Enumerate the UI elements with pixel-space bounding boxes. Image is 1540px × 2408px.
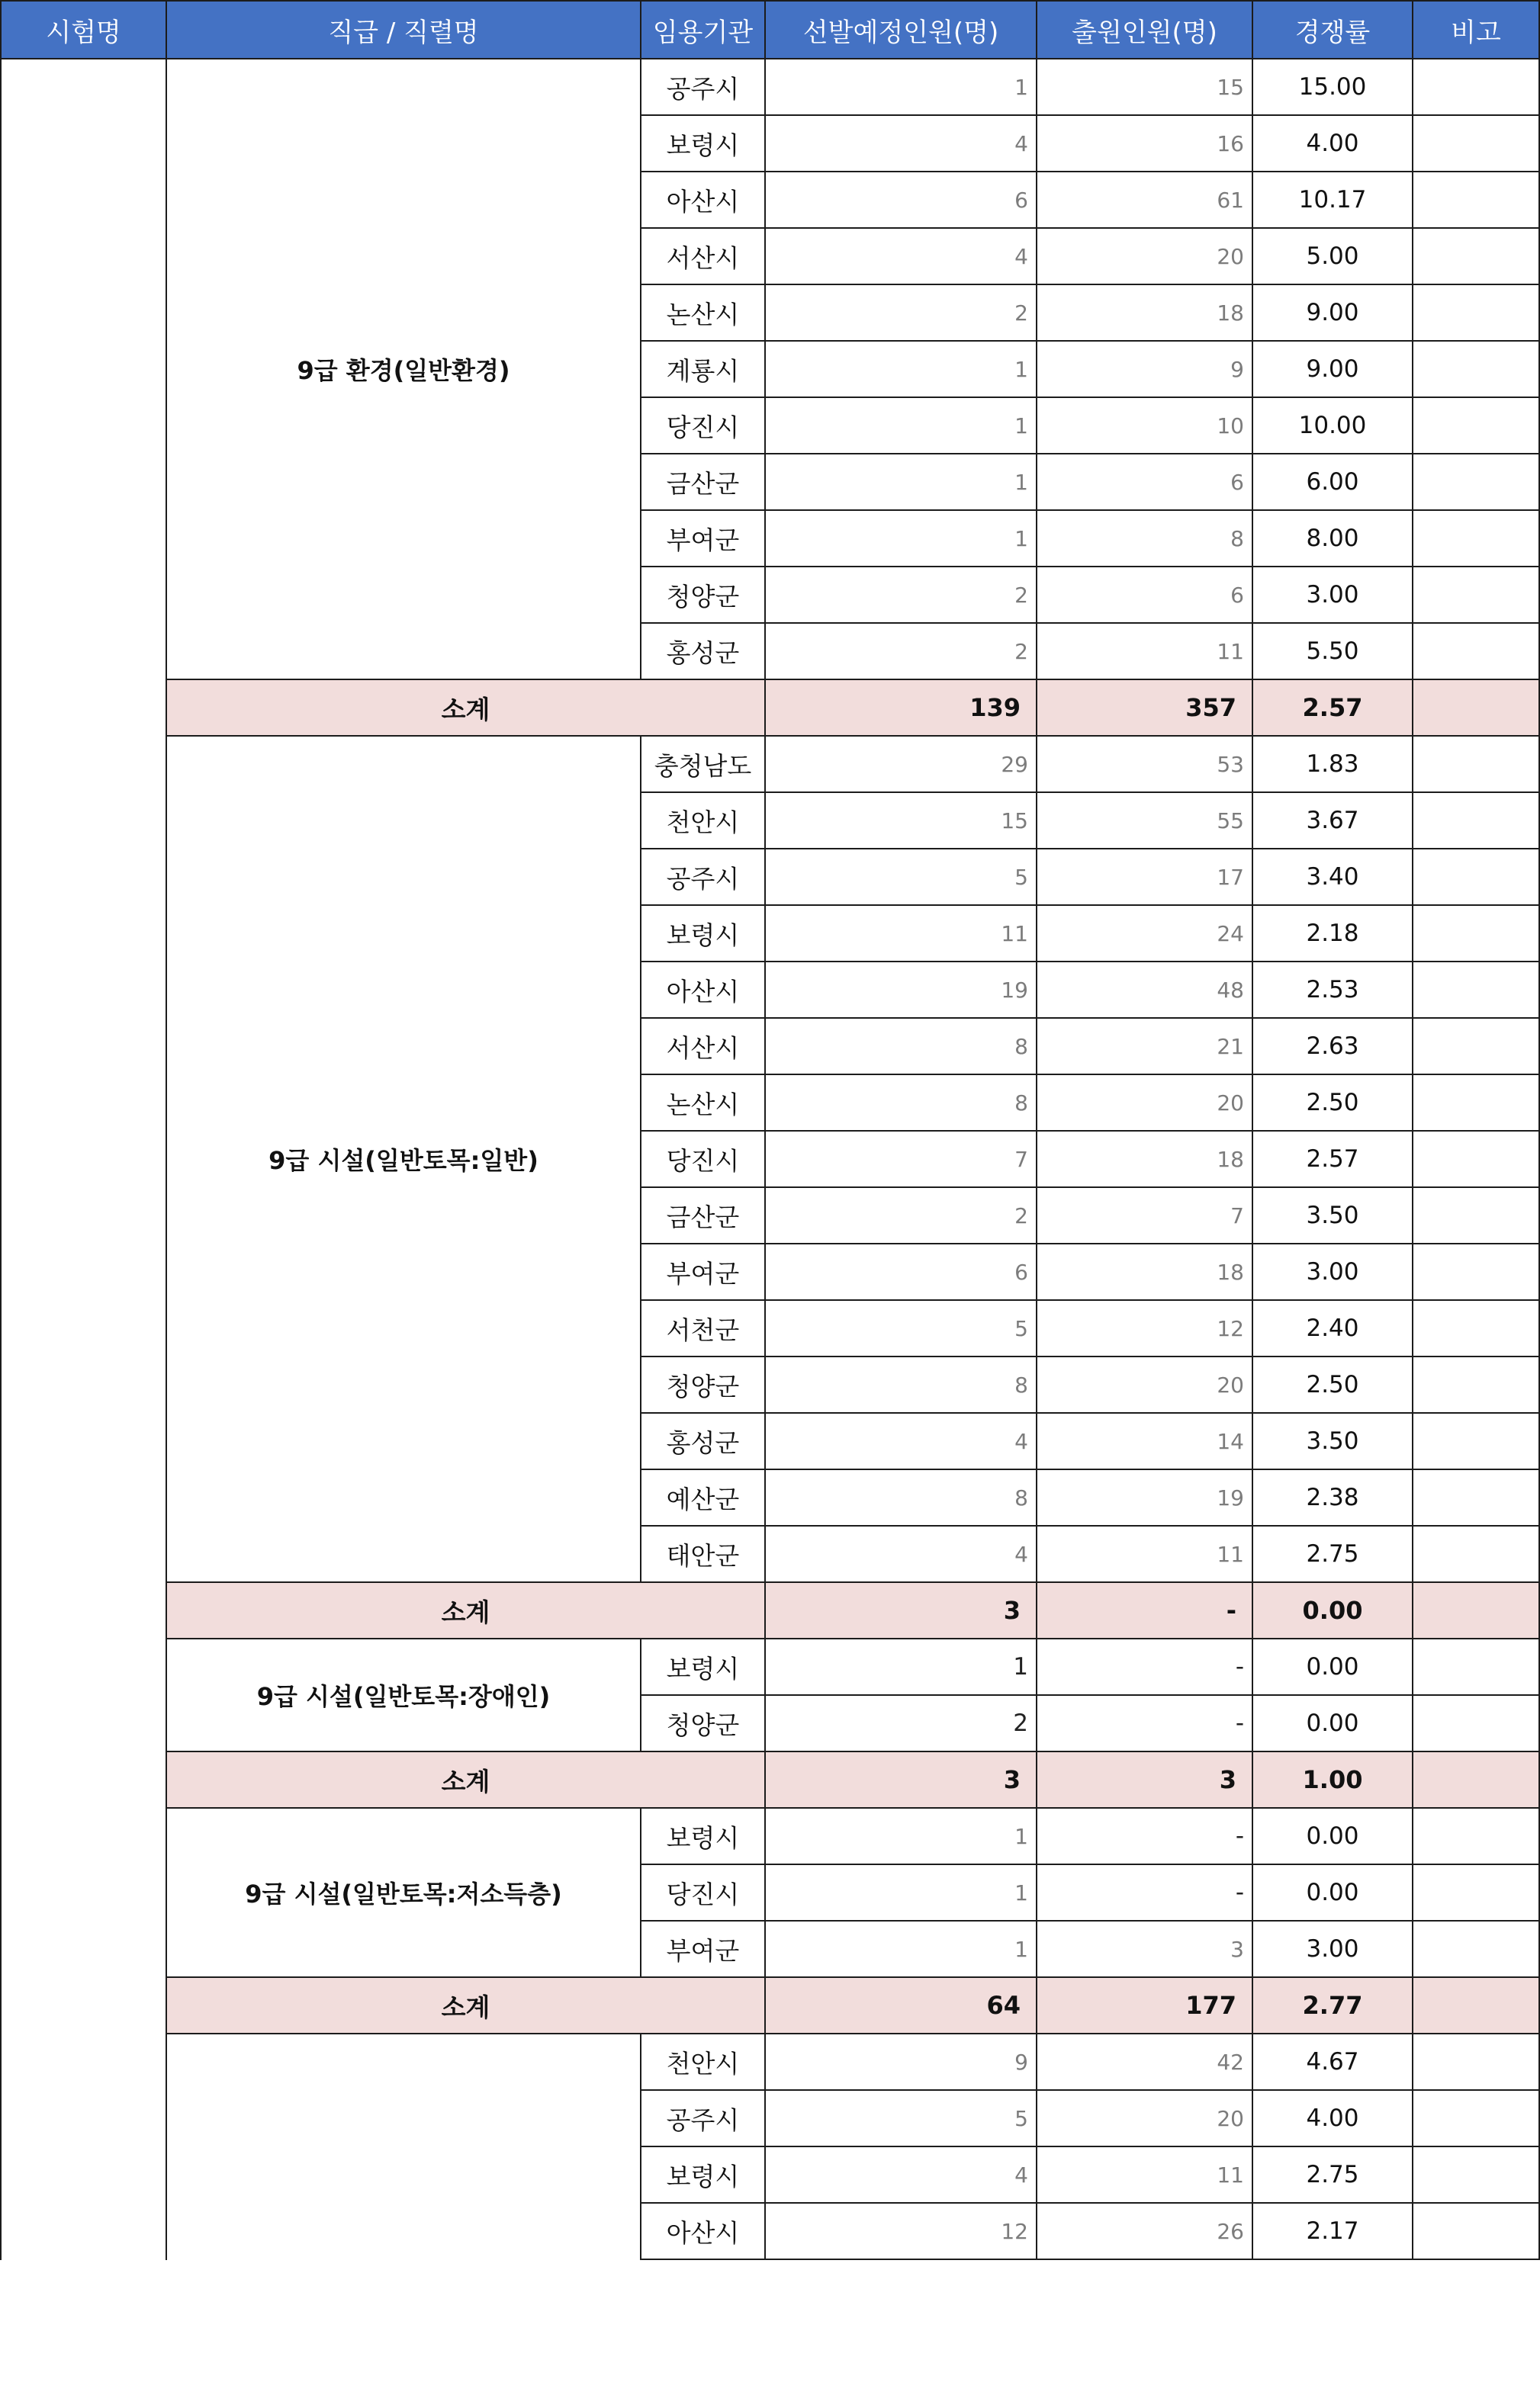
note-cell — [1413, 849, 1540, 906]
applicants-cell: 53 — [1037, 737, 1253, 793]
agency-cell: 계룡시 — [641, 342, 766, 398]
agency-cell: 홍성군 — [641, 1414, 766, 1470]
rate-cell: 2.63 — [1253, 1019, 1413, 1075]
rate-cell: 2.38 — [1253, 1470, 1413, 1527]
agency-cell: 부여군 — [641, 511, 766, 567]
note-cell — [1413, 116, 1540, 172]
planned-cell: 29 — [766, 737, 1037, 793]
rate-cell: 10.00 — [1253, 398, 1413, 454]
planned-cell: 6 — [766, 172, 1037, 229]
subtotal-applicants: 357 — [1037, 680, 1253, 737]
planned-cell: 4 — [766, 229, 1037, 285]
applicants-cell: 11 — [1037, 2147, 1253, 2204]
rate-cell: 3.50 — [1253, 1414, 1413, 1470]
rate-cell: 4.00 — [1253, 2091, 1413, 2147]
planned-cell: 4 — [766, 116, 1037, 172]
note-cell — [1413, 567, 1540, 624]
note-cell — [1413, 906, 1540, 962]
rate-cell: 2.53 — [1253, 962, 1413, 1019]
agency-cell: 천안시 — [641, 793, 766, 849]
applicants-cell: 10 — [1037, 398, 1253, 454]
rate-cell: 3.50 — [1253, 1188, 1413, 1244]
header-exam-name: 시험명 — [0, 0, 167, 59]
subtotal-planned: 139 — [766, 680, 1037, 737]
subtotal-planned: 64 — [766, 1978, 1037, 2034]
rate-cell: 15.00 — [1253, 59, 1413, 116]
applicants-cell: 20 — [1037, 229, 1253, 285]
subtotal-applicants: 3 — [1037, 1752, 1253, 1809]
applicants-cell: 3 — [1037, 1922, 1253, 1978]
note-cell — [1413, 624, 1540, 680]
note-cell — [1413, 1244, 1540, 1301]
applicants-cell: 11 — [1037, 624, 1253, 680]
applicants-cell: 48 — [1037, 962, 1253, 1019]
note-cell — [1413, 1188, 1540, 1244]
planned-cell: 5 — [766, 849, 1037, 906]
note-cell — [1413, 454, 1540, 511]
applicants-cell: - — [1037, 1865, 1253, 1922]
agency-cell: 서산시 — [641, 229, 766, 285]
note-cell — [1413, 1357, 1540, 1414]
subtotal-applicants: - — [1037, 1583, 1253, 1639]
note-cell — [1413, 2204, 1540, 2260]
agency-cell: 태안군 — [641, 1527, 766, 1583]
rate-cell: 3.00 — [1253, 567, 1413, 624]
note-cell — [1413, 2091, 1540, 2147]
note-cell — [1413, 229, 1540, 285]
subtotal-label: 소계 — [167, 1583, 766, 1639]
applicants-cell: 26 — [1037, 2204, 1253, 2260]
applicants-cell: 15 — [1037, 59, 1253, 116]
planned-cell: 5 — [766, 2091, 1037, 2147]
applicants-cell: 12 — [1037, 1301, 1253, 1357]
agency-cell: 청양군 — [641, 567, 766, 624]
note-cell — [1413, 172, 1540, 229]
rate-cell: 4.67 — [1253, 2034, 1413, 2091]
planned-cell: 5 — [766, 1301, 1037, 1357]
note-cell — [1413, 793, 1540, 849]
applicants-cell: 16 — [1037, 116, 1253, 172]
agency-cell: 보령시 — [641, 116, 766, 172]
rate-cell: 10.17 — [1253, 172, 1413, 229]
agency-cell: 청양군 — [641, 1696, 766, 1752]
rate-cell: 2.75 — [1253, 2147, 1413, 2204]
agency-cell: 보령시 — [641, 1639, 766, 1696]
subtotal-rate: 2.77 — [1253, 1978, 1413, 2034]
rate-cell: 5.50 — [1253, 624, 1413, 680]
note-cell — [1413, 1075, 1540, 1132]
applicants-cell: 9 — [1037, 342, 1253, 398]
note-cell — [1413, 1132, 1540, 1188]
planned-cell: 1 — [766, 342, 1037, 398]
position-title: 9급 시설(일반토목:장애인) — [167, 1639, 641, 1752]
planned-cell: 2 — [766, 1696, 1037, 1752]
rate-cell: 5.00 — [1253, 229, 1413, 285]
planned-cell: 12 — [766, 2204, 1037, 2260]
note-cell — [1413, 1019, 1540, 1075]
rate-cell: 3.67 — [1253, 793, 1413, 849]
planned-cell: 2 — [766, 1188, 1037, 1244]
rate-cell: 3.00 — [1253, 1244, 1413, 1301]
position-title: 9급 환경(일반환경) — [167, 59, 641, 680]
planned-cell: 1 — [766, 398, 1037, 454]
applicants-cell: 18 — [1037, 1244, 1253, 1301]
agency-cell: 천안시 — [641, 2034, 766, 2091]
agency-cell: 논산시 — [641, 1075, 766, 1132]
header-note: 비고 — [1413, 0, 1540, 59]
agency-cell: 부여군 — [641, 1922, 766, 1978]
subtotal-label: 소계 — [167, 1978, 766, 2034]
planned-cell: 8 — [766, 1357, 1037, 1414]
agency-cell: 당진시 — [641, 1132, 766, 1188]
planned-cell: 6 — [766, 1244, 1037, 1301]
subtotal-rate: 1.00 — [1253, 1752, 1413, 1809]
note-cell — [1413, 737, 1540, 793]
rate-cell: 0.00 — [1253, 1809, 1413, 1865]
planned-cell: 2 — [766, 567, 1037, 624]
rate-cell: 4.00 — [1253, 116, 1413, 172]
note-cell — [1413, 1865, 1540, 1922]
rate-cell: 2.50 — [1253, 1357, 1413, 1414]
planned-cell: 1 — [766, 1809, 1037, 1865]
subtotal-note — [1413, 680, 1540, 737]
subtotal-rate: 2.57 — [1253, 680, 1413, 737]
agency-cell: 홍성군 — [641, 624, 766, 680]
rate-cell: 0.00 — [1253, 1696, 1413, 1752]
planned-cell: 4 — [766, 2147, 1037, 2204]
subtotal-note — [1413, 1978, 1540, 2034]
note-cell — [1413, 962, 1540, 1019]
rate-cell: 2.18 — [1253, 906, 1413, 962]
subtotal-rate: 0.00 — [1253, 1583, 1413, 1639]
subtotal-note — [1413, 1583, 1540, 1639]
note-cell — [1413, 2034, 1540, 2091]
applicants-cell: 55 — [1037, 793, 1253, 849]
planned-cell: 1 — [766, 1922, 1037, 1978]
agency-cell: 금산군 — [641, 454, 766, 511]
agency-cell: 보령시 — [641, 1809, 766, 1865]
note-cell — [1413, 342, 1540, 398]
applicants-cell: 18 — [1037, 1132, 1253, 1188]
agency-cell: 충청남도 — [641, 737, 766, 793]
planned-cell: 1 — [766, 1639, 1037, 1696]
agency-cell: 공주시 — [641, 59, 766, 116]
rate-cell: 2.57 — [1253, 1132, 1413, 1188]
applicants-cell: 19 — [1037, 1470, 1253, 1527]
rate-cell: 8.00 — [1253, 511, 1413, 567]
applicants-cell: - — [1037, 1696, 1253, 1752]
planned-cell: 9 — [766, 2034, 1037, 2091]
rate-cell: 0.00 — [1253, 1865, 1413, 1922]
rate-cell: 6.00 — [1253, 454, 1413, 511]
agency-cell: 당진시 — [641, 398, 766, 454]
note-cell — [1413, 1301, 1540, 1357]
header-rate: 경쟁률 — [1253, 0, 1413, 59]
header-applicants: 출원인원(명) — [1037, 0, 1253, 59]
note-cell — [1413, 398, 1540, 454]
applicants-cell: 20 — [1037, 1357, 1253, 1414]
rate-cell: 1.83 — [1253, 737, 1413, 793]
subtotal-label: 소계 — [167, 1752, 766, 1809]
applicants-cell: 24 — [1037, 906, 1253, 962]
agency-cell: 아산시 — [641, 962, 766, 1019]
note-cell — [1413, 285, 1540, 342]
applicants-cell: 20 — [1037, 2091, 1253, 2147]
applicants-cell: 61 — [1037, 172, 1253, 229]
subtotal-planned: 3 — [766, 1752, 1037, 1809]
planned-cell: 2 — [766, 285, 1037, 342]
agency-cell: 서천군 — [641, 1301, 766, 1357]
note-cell — [1413, 1414, 1540, 1470]
applicants-cell: 7 — [1037, 1188, 1253, 1244]
applicants-cell: 8 — [1037, 511, 1253, 567]
note-cell — [1413, 1527, 1540, 1583]
header-agency: 임용기관 — [641, 0, 766, 59]
agency-cell: 청양군 — [641, 1357, 766, 1414]
planned-cell: 19 — [766, 962, 1037, 1019]
rate-cell: 2.75 — [1253, 1527, 1413, 1583]
applicants-cell: 14 — [1037, 1414, 1253, 1470]
agency-cell: 아산시 — [641, 2204, 766, 2260]
rate-cell: 2.40 — [1253, 1301, 1413, 1357]
applicants-cell: 6 — [1037, 567, 1253, 624]
position-title — [167, 2034, 641, 2260]
rate-cell: 9.00 — [1253, 285, 1413, 342]
rate-cell: 9.00 — [1253, 342, 1413, 398]
applicants-cell: 6 — [1037, 454, 1253, 511]
agency-cell: 금산군 — [641, 1188, 766, 1244]
agency-cell: 보령시 — [641, 906, 766, 962]
agency-cell: 아산시 — [641, 172, 766, 229]
rate-cell: 0.00 — [1253, 1639, 1413, 1696]
planned-cell: 1 — [766, 59, 1037, 116]
applicants-cell: 20 — [1037, 1075, 1253, 1132]
planned-cell: 1 — [766, 454, 1037, 511]
planned-cell: 11 — [766, 906, 1037, 962]
planned-cell: 4 — [766, 1414, 1037, 1470]
applicants-cell: - — [1037, 1639, 1253, 1696]
note-cell — [1413, 2147, 1540, 2204]
agency-cell: 예산군 — [641, 1470, 766, 1527]
rate-cell: 3.00 — [1253, 1922, 1413, 1978]
planned-cell: 1 — [766, 511, 1037, 567]
note-cell — [1413, 1696, 1540, 1752]
agency-cell: 서산시 — [641, 1019, 766, 1075]
subtotal-applicants: 177 — [1037, 1978, 1253, 2034]
subtotal-planned: 3 — [766, 1583, 1037, 1639]
subtotal-note — [1413, 1752, 1540, 1809]
planned-cell: 8 — [766, 1470, 1037, 1527]
rate-cell: 3.40 — [1253, 849, 1413, 906]
position-title: 9급 시설(일반토목:일반) — [167, 737, 641, 1583]
planned-cell: 7 — [766, 1132, 1037, 1188]
applicants-cell: - — [1037, 1809, 1253, 1865]
agency-cell: 부여군 — [641, 1244, 766, 1301]
planned-cell: 2 — [766, 624, 1037, 680]
applicants-cell: 18 — [1037, 285, 1253, 342]
agency-cell: 공주시 — [641, 849, 766, 906]
planned-cell: 4 — [766, 1527, 1037, 1583]
agency-cell: 논산시 — [641, 285, 766, 342]
header-planned: 선발예정인원(명) — [766, 0, 1037, 59]
header-position: 직급 / 직렬명 — [167, 0, 641, 59]
agency-cell: 당진시 — [641, 1865, 766, 1922]
applicants-cell: 42 — [1037, 2034, 1253, 2091]
note-cell — [1413, 511, 1540, 567]
position-title: 9급 시설(일반토목:저소득층) — [167, 1809, 641, 1978]
note-cell — [1413, 1809, 1540, 1865]
agency-cell: 보령시 — [641, 2147, 766, 2204]
agency-cell: 공주시 — [641, 2091, 766, 2147]
planned-cell: 1 — [766, 1865, 1037, 1922]
note-cell — [1413, 1922, 1540, 1978]
applicants-cell: 21 — [1037, 1019, 1253, 1075]
applicants-cell: 11 — [1037, 1527, 1253, 1583]
note-cell — [1413, 59, 1540, 116]
subtotal-label: 소계 — [167, 680, 766, 737]
planned-cell: 8 — [766, 1019, 1037, 1075]
planned-cell: 8 — [766, 1075, 1037, 1132]
note-cell — [1413, 1470, 1540, 1527]
note-cell — [1413, 1639, 1540, 1696]
applicants-cell: 17 — [1037, 849, 1253, 906]
exam-name-cell — [0, 59, 167, 2260]
rate-cell: 2.17 — [1253, 2204, 1413, 2260]
planned-cell: 15 — [766, 793, 1037, 849]
rate-cell: 2.50 — [1253, 1075, 1413, 1132]
